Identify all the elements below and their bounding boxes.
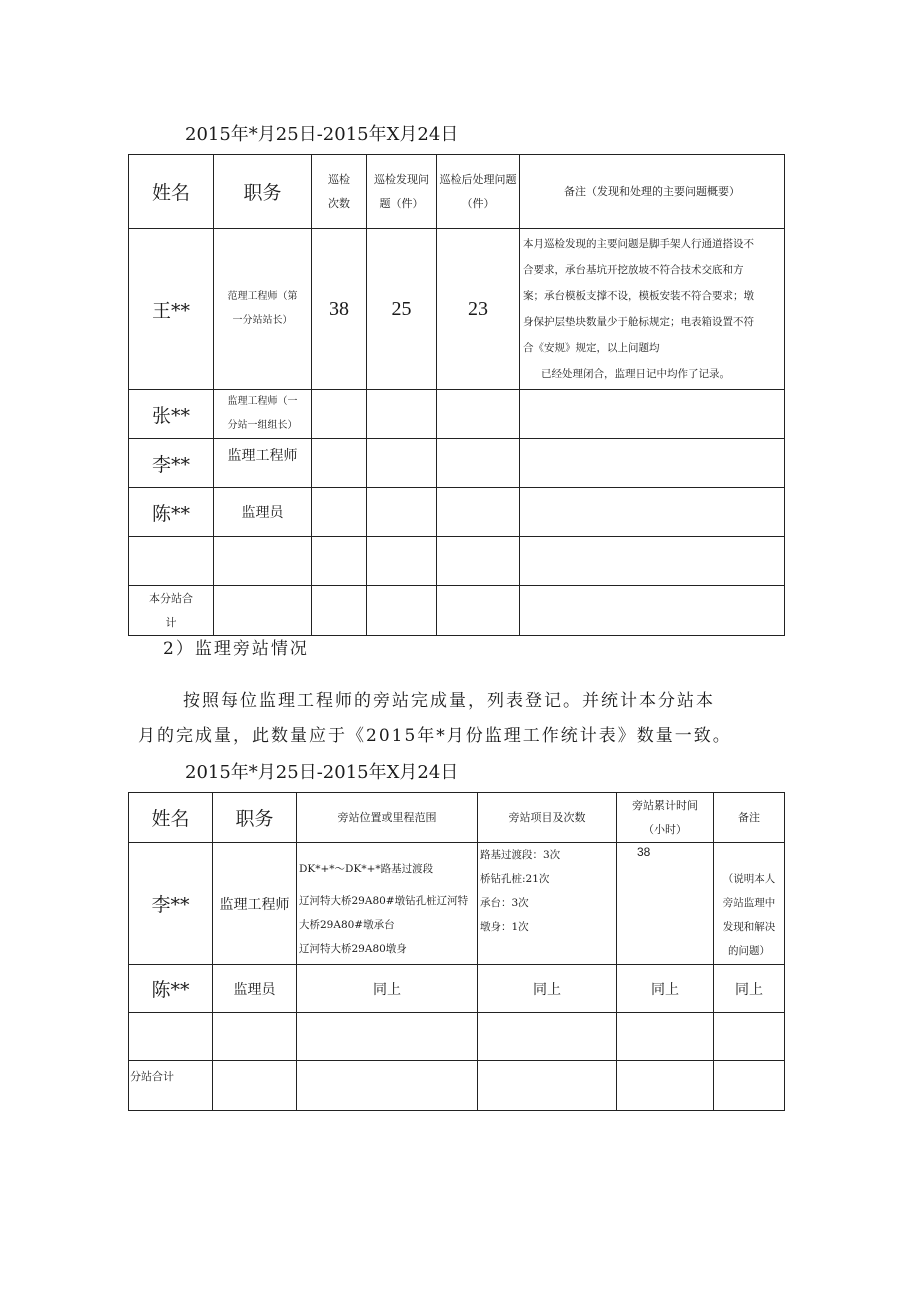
table2-header-row bbox=[129, 793, 785, 843]
row-name: 王** bbox=[129, 229, 214, 390]
row-items bbox=[478, 843, 617, 965]
header-count-line1: 巡检 bbox=[328, 172, 350, 186]
row-name: 陈** bbox=[129, 965, 213, 1013]
header-time bbox=[617, 793, 714, 843]
remark-line: 本月巡检发现的主要问题是脚手架人行通道搭设不 bbox=[523, 238, 754, 250]
row-position-line1: 监理工程师（一 bbox=[227, 396, 298, 407]
row-remarks: 同上 bbox=[714, 965, 785, 1013]
header-remarks: 备注 bbox=[714, 793, 785, 843]
header-position: 职务 bbox=[213, 793, 297, 843]
header-handled bbox=[437, 155, 520, 229]
total-label-line1: 本分站合 bbox=[149, 591, 193, 605]
remark-line: 已经处理闭合，监理日记中均作了记录。 bbox=[541, 368, 730, 380]
item-line: 桥钻孔桩:21次 bbox=[480, 873, 550, 885]
row-position-line1: 范理工程师（第 bbox=[227, 291, 298, 302]
header-name: 姓名 bbox=[129, 155, 214, 229]
table-row bbox=[129, 439, 785, 488]
location-line: 辽河特大桥29A80#墩钻孔桩辽河特 bbox=[299, 895, 469, 907]
header-time-line1: 旁站累计时间 bbox=[632, 798, 698, 812]
row-position bbox=[214, 390, 312, 439]
table-row bbox=[129, 488, 785, 537]
table-row bbox=[129, 390, 785, 439]
row-handled: 23 bbox=[437, 229, 520, 390]
standby-table bbox=[128, 792, 785, 1111]
item-line: 路基过渡段：3次 bbox=[480, 849, 561, 861]
row-name: 李** bbox=[129, 843, 213, 965]
total-label bbox=[129, 586, 214, 636]
row-remarks bbox=[714, 843, 785, 965]
header-items: 旁站项目及次数 bbox=[478, 793, 617, 843]
remark-line: 的问题） bbox=[728, 944, 770, 957]
row-name: 李** bbox=[129, 439, 214, 488]
remark-line: 合《安规》规定，以上问题均 bbox=[523, 342, 660, 354]
row-name: 张** bbox=[129, 390, 214, 439]
item-line: 墩身：1次 bbox=[480, 921, 529, 933]
remark-line: 旁站监理中 bbox=[722, 896, 776, 909]
header-found bbox=[367, 155, 437, 229]
row-position: 监理工程师 bbox=[213, 843, 297, 965]
table-row bbox=[129, 537, 785, 586]
row-found: 25 bbox=[367, 229, 437, 390]
table-row bbox=[129, 965, 785, 1013]
row-location bbox=[297, 843, 478, 965]
row-remarks bbox=[520, 229, 785, 390]
header-count bbox=[312, 155, 367, 229]
remark-line: 发现和解决 bbox=[722, 920, 776, 933]
row-position: 监理员 bbox=[213, 965, 297, 1013]
inspection-table bbox=[128, 154, 785, 636]
table2-date-range: 2015年*月25日-2015年X月24日 bbox=[185, 762, 459, 783]
location-line: 大桥29A80#墩承台 bbox=[299, 919, 395, 931]
row-position bbox=[214, 229, 312, 390]
section2-paragraph-line1: 按照每位监理工程师的旁站完成量，列表登记。并统计本分站本 bbox=[183, 691, 715, 711]
section2-paragraph-line2: 月的完成量，此数量应于《2015年*月份监理工作统计表》数量一致。 bbox=[138, 726, 732, 746]
table1-date-range: 2015年*月25日-2015年X月24日 bbox=[185, 124, 459, 145]
header-count-line2: 次数 bbox=[328, 196, 350, 210]
row-location: 同上 bbox=[297, 965, 478, 1013]
header-position: 职务 bbox=[214, 155, 312, 229]
table1-header-row bbox=[129, 155, 785, 229]
row-count: 38 bbox=[312, 229, 367, 390]
location-line: 辽河特大桥29A80墩身 bbox=[299, 943, 407, 955]
header-handled-line1: 巡检后处理问题 bbox=[439, 172, 517, 186]
header-found-line2: 题（件） bbox=[379, 196, 424, 210]
total-label-line2: 计 bbox=[165, 615, 177, 629]
table2-total-row bbox=[129, 1061, 785, 1111]
header-handled-line2: （件） bbox=[461, 196, 495, 210]
row-position: 监理工程师 bbox=[214, 439, 312, 488]
header-found-line1: 巡检发现问 bbox=[374, 172, 429, 186]
remark-line: 案；承台模板支撑不设，模板安装不符合要求；墩 bbox=[523, 290, 754, 302]
item-line: 承台：3次 bbox=[480, 897, 529, 909]
header-name: 姓名 bbox=[129, 793, 213, 843]
header-location: 旁站位置或里程范围 bbox=[297, 793, 478, 843]
remark-line: 合要求，承台基坑开挖放坡不符合技术交底和方 bbox=[523, 264, 744, 276]
table-row bbox=[129, 229, 785, 390]
row-position-line2: 分站一组组长） bbox=[227, 420, 298, 431]
table1-total-row bbox=[129, 586, 785, 636]
row-position: 监理员 bbox=[214, 488, 312, 537]
row-time: 同上 bbox=[617, 965, 714, 1013]
header-remarks: 备注（发现和处理的主要问题概要） bbox=[520, 155, 785, 229]
row-time: 38 bbox=[617, 843, 714, 965]
header-time-line2: （小时） bbox=[643, 822, 687, 836]
table-row bbox=[129, 843, 785, 965]
total-label: 分站合计 bbox=[129, 1061, 213, 1111]
row-items: 同上 bbox=[478, 965, 617, 1013]
table-row bbox=[129, 1013, 785, 1061]
remark-line: 身保护层垫块数量少于舱标规定；电表箱设置不符 bbox=[523, 316, 754, 328]
row-position-line2: 一分站站长） bbox=[232, 315, 293, 326]
section2-heading: 2）监理旁站情况 bbox=[163, 639, 309, 659]
location-line: DK*+*～DK*+*路基过渡段 bbox=[299, 863, 434, 875]
row-name: 陈** bbox=[129, 488, 214, 537]
remark-line: （说明本人 bbox=[722, 872, 776, 885]
